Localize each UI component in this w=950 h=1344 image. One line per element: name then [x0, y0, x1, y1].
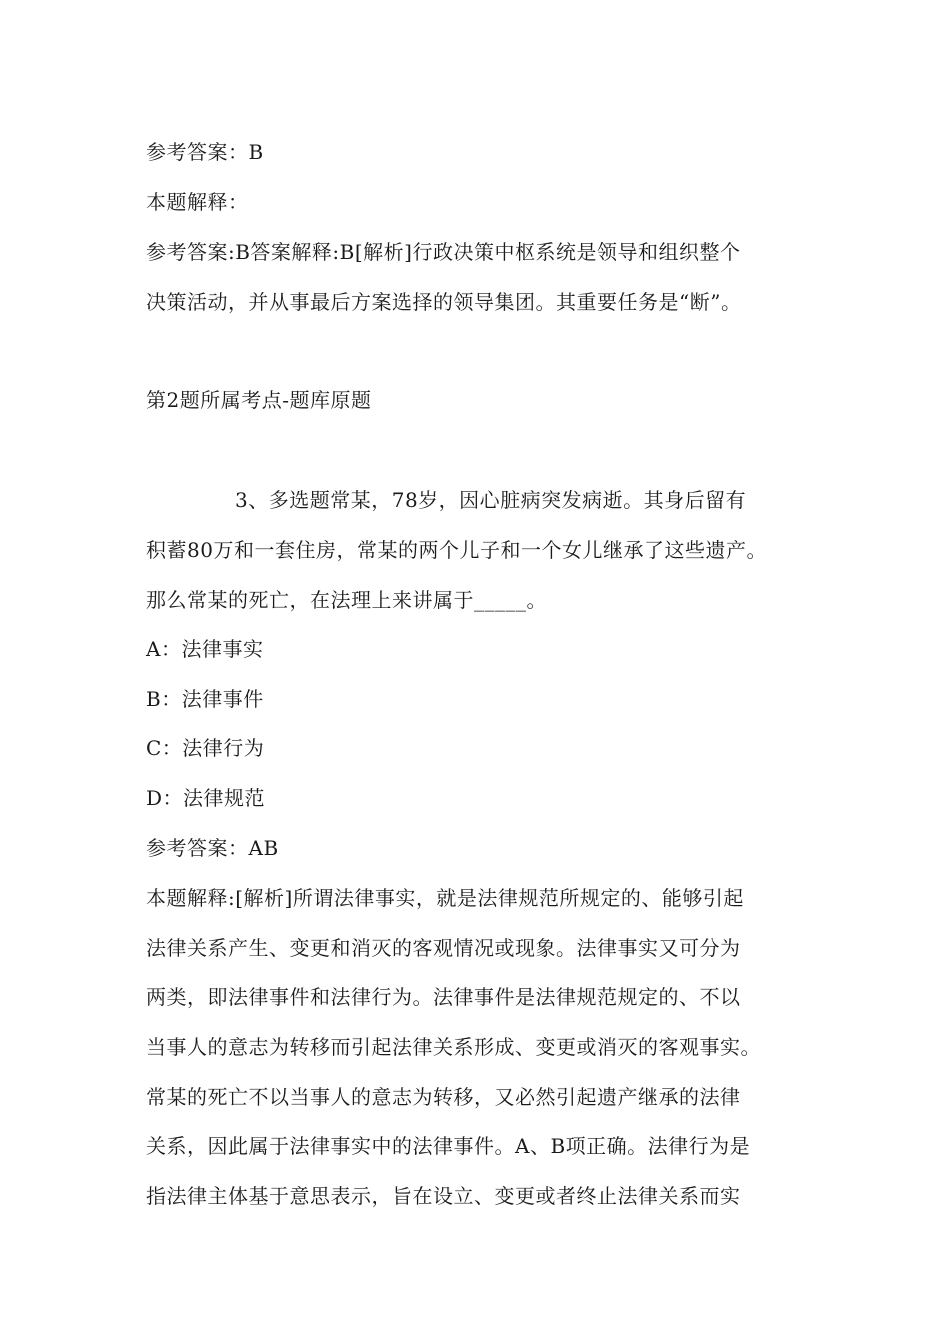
q3-option-d: D：法律规范: [146, 786, 266, 810]
q3-explanation-line: 指法律主体基于意思表示，旨在设立、变更或者终止法律关系而实: [146, 1184, 741, 1208]
q3-option-a: A：法律事实: [146, 637, 264, 661]
q3-option-b: B：法律事件: [146, 687, 264, 711]
q2-topic: 第2题所属考点-题库原题: [146, 388, 372, 412]
q3-explanation-line: 法律关系产生、变更和消灭的客观情况或现象。法律事实又可分为: [146, 936, 741, 960]
q3-explanation-line: 本题解释:[解析]所谓法律事实，就是法律规范所规定的、能够引起: [146, 886, 744, 910]
q3-explanation-line: 关系，因此属于法律事实中的法律事件。A、B项正确。法律行为是: [146, 1134, 751, 1158]
q3-explanation-line: 当事人的意志为转移而引起法律关系形成、变更或消灭的客观事实。: [146, 1035, 761, 1059]
q3-explanation-line: 常某的死亡不以当事人的意志为转移，又必然引起遗产继承的法律: [146, 1085, 741, 1109]
q3-question-line: 积蓄80万和一套住房，常某的两个儿子和一个女儿继承了这些遗产。: [146, 538, 767, 562]
q2-answer: 参考答案：B: [146, 140, 264, 164]
q3-explanation-line: 两类，即法律事件和法律行为。法律事件是法律规范规定的、不以: [146, 985, 741, 1009]
q3-answer: 参考答案：AB: [146, 836, 279, 860]
q2-explanation-line: 决策活动，并从事最后方案选择的领导集团。其重要任务是“断”。: [146, 290, 742, 314]
q3-question-line: 3、多选题常某，78岁，因心脏病突发病逝。其身后留有: [235, 488, 747, 512]
q3-option-c: C：法律行为: [146, 736, 265, 760]
q2-explanation-line: 参考答案:B答案解释:B[解析]行政决策中枢系统是领导和组织整个: [146, 240, 741, 264]
q2-explanation-label: 本题解释：: [146, 190, 249, 214]
q3-question-line: 那么常某的死亡，在法理上来讲属于_____。: [146, 588, 547, 612]
